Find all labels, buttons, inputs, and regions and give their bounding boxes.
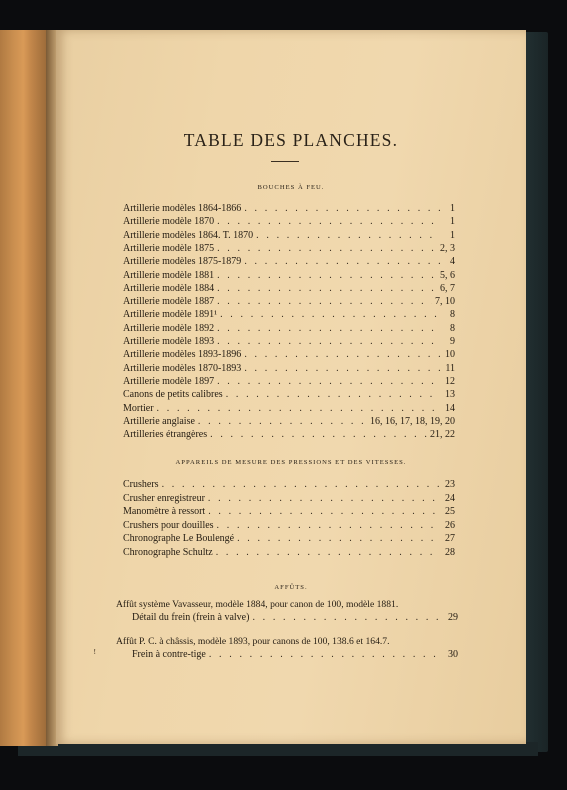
section-heading-affuts: AFFÛTS. <box>274 584 308 591</box>
toc-entry-label: Crusher enregistreur <box>123 492 205 504</box>
toc-entry <box>123 243 455 256</box>
toc-entry-label: Artillerie modèles 1875-1879 <box>123 256 242 268</box>
toc-leader-dots <box>237 533 440 544</box>
toc-leader-dots <box>162 479 440 490</box>
toc-entry <box>123 520 455 533</box>
toc-entry-page: 9 <box>450 336 455 347</box>
affut-entry-line1: Affût système Vavasseur, modèle 1884, pour canon de 100, modèle 1881. <box>116 599 399 610</box>
affut-entry-line1: Affût P. C. à châssis, modèle 1893, pour canons de 100, 138.6 et 164.7. <box>116 636 390 647</box>
toc-leader-dots <box>244 203 440 214</box>
toc-leader-dots <box>198 416 367 427</box>
toc-leader-dots <box>244 349 440 360</box>
toc-leader-dots <box>244 256 440 267</box>
toc-entry-label: Artillerie modèle 1881 <box>123 269 215 281</box>
toc-entry-label: Frein à contre-tige <box>132 649 206 660</box>
toc-entry-label: Artillerie anglaise <box>123 415 195 427</box>
toc-leader-dots <box>217 270 437 281</box>
section-heading-bouches: BOUCHES À FEU. <box>257 184 325 191</box>
toc-entry <box>123 309 455 322</box>
affut-entry-line2 <box>132 612 458 625</box>
toc-leader-dots <box>244 363 440 374</box>
book-cover-bottom <box>18 742 538 756</box>
toc-entry-label: Artillerie modèles 1893-1896 <box>123 349 242 361</box>
toc-leader-dots <box>217 216 440 227</box>
toc-leader-dots <box>217 283 437 294</box>
document-page <box>56 30 526 744</box>
toc-leader-dots <box>208 493 440 504</box>
toc-leader-dots <box>217 376 440 387</box>
toc-leader-dots <box>217 243 437 254</box>
toc-leader-dots <box>217 323 440 334</box>
affut-entry-line2 <box>132 649 458 662</box>
toc-entry-page: 2, 3 <box>440 242 455 254</box>
toc-entry <box>123 230 455 243</box>
toc-entry-label: Mortier <box>123 402 154 414</box>
toc-leader-dots <box>252 612 443 623</box>
toc-entry-page: 26 <box>445 519 455 531</box>
toc-entry-label: Artillerie modèles 1864. T. 1870 <box>123 229 254 241</box>
toc-entry-page: 7, 10 <box>435 296 455 308</box>
toc-entry-label: Crushers pour douilles <box>123 519 214 531</box>
toc-entry-label: Crushers <box>123 479 159 490</box>
toc-entry-page: 6, 7 <box>440 282 455 294</box>
margin-pencil-mark: ꜝ <box>93 650 97 661</box>
toc-entry-page: 1 <box>450 203 455 214</box>
left-page-edge <box>0 30 52 746</box>
toc-entry-page: 1 <box>450 216 455 228</box>
toc-entry-label: Artillerie modèle 1870 <box>123 216 215 228</box>
toc-entry <box>123 296 455 309</box>
toc-entry-page: 11 <box>445 362 455 374</box>
toc-entry-label: Artillerie modèles 1864-1866 <box>123 203 242 214</box>
toc-entry-page: 12 <box>445 375 455 387</box>
toc-entry-page: 23 <box>445 479 455 490</box>
toc-entry-page: 21, 22 <box>430 429 455 441</box>
toc-entry-label: Artillerie modèle 1892 <box>123 322 215 334</box>
page-title: TABLE DES PLANCHES. <box>183 130 399 150</box>
toc-entry <box>123 336 455 349</box>
toc-entry-page: 27 <box>445 533 455 544</box>
toc-entry-page: 28 <box>445 546 455 558</box>
toc-entry <box>123 283 455 296</box>
toc-leader-dots <box>256 230 440 241</box>
toc-leader-dots <box>217 336 440 347</box>
toc-entry-label: Détail du frein (frein à valve) <box>132 612 250 623</box>
toc-entry-label: Artillerie modèle 1891¹ <box>123 309 218 321</box>
toc-entry <box>123 403 455 416</box>
toc-entry <box>123 216 455 229</box>
toc-entry <box>123 376 455 389</box>
toc-entry <box>123 416 455 429</box>
toc-entry-label: Artillerie modèle 1897 <box>123 375 215 387</box>
toc-entry-page: 5, 6 <box>440 269 455 281</box>
toc-entry <box>123 203 455 216</box>
toc-entry-page: 1 <box>450 229 455 241</box>
toc-entry-label: Artillerie modèles 1870-1893 <box>123 362 242 374</box>
toc-entry-label: Artillerie modèle 1893 <box>123 336 215 347</box>
toc-entry-label: Artillerie modèle 1884 <box>123 282 215 294</box>
toc-entry-page: 13 <box>445 389 455 401</box>
toc-entry-label: Chronographe Schultz <box>123 546 213 558</box>
toc-entry-page: 4 <box>450 256 455 268</box>
toc-entry <box>123 349 455 362</box>
toc-leader-dots <box>208 506 440 517</box>
toc-entry-page: 24 <box>445 492 455 504</box>
toc-entry-page: 25 <box>445 506 455 517</box>
toc-entry-label: Artillerie modèle 1875 <box>123 242 215 254</box>
toc-entry-label: Artilleries étrangères <box>123 429 208 441</box>
toc-entry <box>123 506 455 519</box>
toc-entry-page: 8 <box>450 309 455 321</box>
toc-leader-dots <box>209 649 443 660</box>
toc-entry <box>123 270 455 283</box>
toc-entry-label: Canons de petits calibres <box>123 389 223 401</box>
toc-entry-label: Artillerie modèle 1887 <box>123 296 215 308</box>
toc-leader-dots <box>217 296 432 307</box>
toc-entry <box>123 493 455 506</box>
toc-entry-label: Chronographe Le Boulengé <box>123 533 235 544</box>
toc-entry <box>123 389 455 402</box>
section-heading-appareils: APPAREILS DE MESURE DES PRESSIONS ET DES VITESSES. <box>175 459 407 466</box>
toc-entry-label: Manomètre à ressort <box>123 506 206 517</box>
toc-leader-dots <box>210 429 427 440</box>
toc-entry-page: 8 <box>450 322 455 334</box>
toc-leader-dots <box>216 547 440 558</box>
toc-leader-dots <box>217 520 440 531</box>
toc-entry <box>123 547 455 560</box>
toc-entry <box>123 323 455 336</box>
toc-entry-page: 14 <box>445 402 455 414</box>
toc-entry <box>123 479 455 492</box>
toc-leader-dots <box>226 389 440 400</box>
toc-entry-page: 10 <box>445 349 455 361</box>
toc-leader-dots <box>157 403 440 414</box>
toc-entry-page: 29 <box>448 612 458 623</box>
toc-entry-page: 16, 16, 17, 18, 19, 20 <box>370 415 455 427</box>
toc-entry <box>123 363 455 376</box>
toc-entry <box>123 256 455 269</box>
toc-leader-dots <box>220 309 440 320</box>
toc-entry-page: 30 <box>448 649 458 660</box>
title-rule <box>271 161 299 162</box>
toc-entry <box>123 429 455 442</box>
toc-entry <box>123 533 455 546</box>
